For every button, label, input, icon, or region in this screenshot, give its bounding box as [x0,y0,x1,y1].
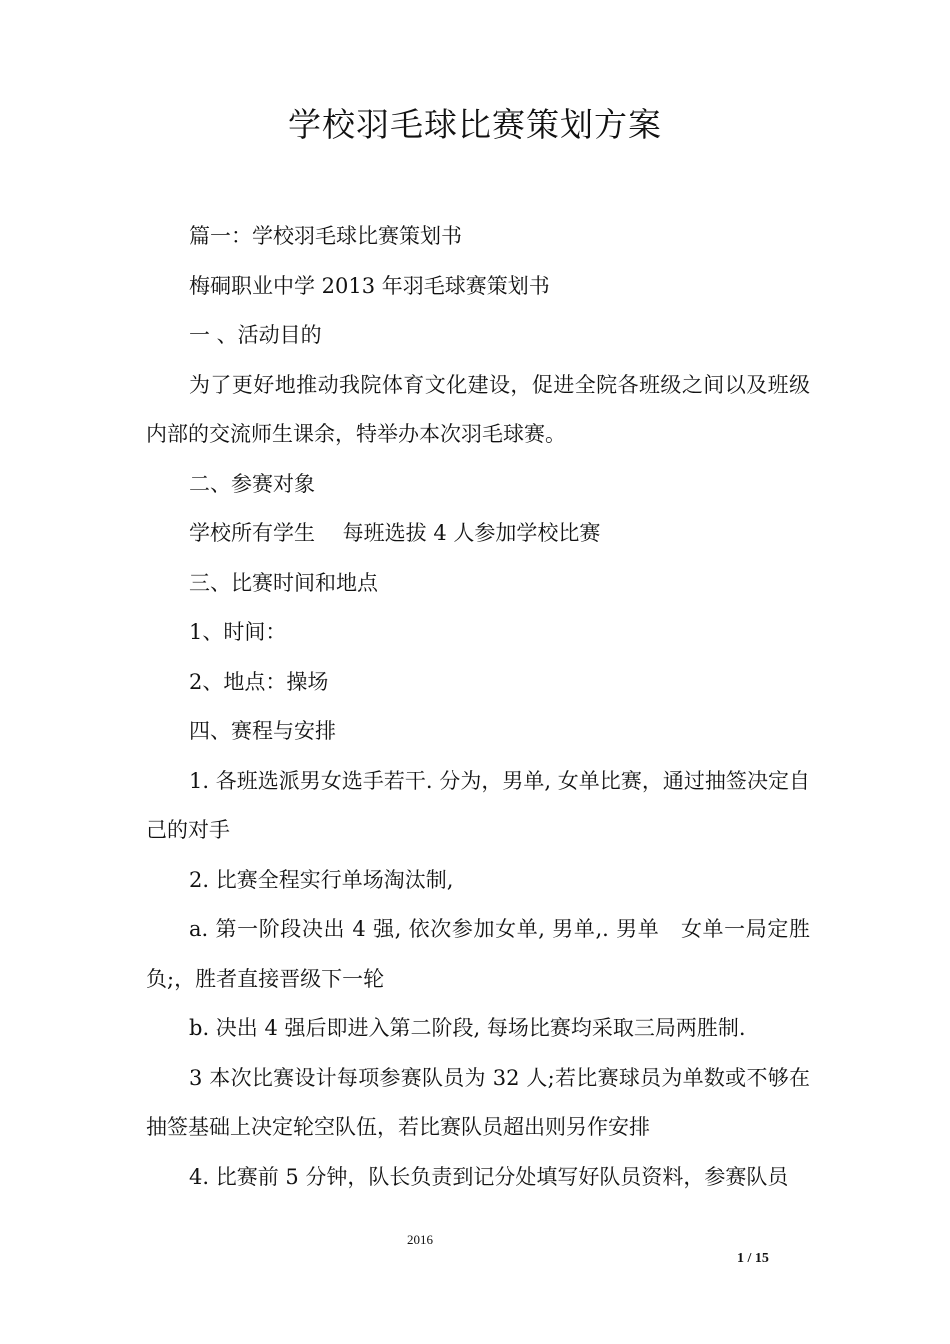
document-title: 学校羽毛球比赛策划方案 [288,105,662,144]
paragraph: 1. 各班选派男女选手若干. 分为，男单, 女单比赛，通过抽签决定自己的对手 [146,768,810,842]
paragraph: a. 第一阶段决出 4 强, 依次参加女单, 男单,. 男单 女单一局定胜负;，胜者直接晋级下一轮 [146,917,810,991]
paragraph: b. 决出 4 强后即进入第二阶段, 每场比赛均采取三局两胜制. [189,1016,746,1040]
footer-year: 2016 [407,1232,433,1247]
document-body [146,212,810,1202]
paragraph: 梅硐职业中学 2013 年羽毛球赛策划书 [189,273,550,298]
paragraph: 篇一：学校羽毛球比赛策划书 [189,224,462,248]
paragraph: 4. 比赛前 5 分钟，队长负责到记分处填写好队员资料，参赛队员 [189,1164,789,1189]
paragraph: 1、时间： [189,620,287,644]
page-indicator: 1 / 15 [737,1251,769,1266]
paragraph: 学校所有学生 每班选拔 4 人参加学校比赛 [189,521,601,545]
paragraph: 3 本次比赛设计每项参赛队员为 32 人;若比赛球员为单数或不够在抽签基础上决定轮空队伍，若比赛队员超出则另作安排 [146,1065,810,1139]
paragraph: 2、地点：操场 [189,669,329,694]
paragraph: 二、参赛对象 [189,471,315,496]
paragraph: 一 、活动目的 [189,323,322,347]
paragraph: 为了更好地推动我院体育文化建设，促进全院各班级之间以及班级内部的交流师生课余，特举办本次羽毛球赛。 [146,372,810,446]
paragraph: 2. 比赛全程实行单场淘汰制, [189,867,454,892]
paragraph: 三、比赛时间和地点 [189,570,378,595]
paragraph: 四、赛程与安排 [189,719,336,743]
